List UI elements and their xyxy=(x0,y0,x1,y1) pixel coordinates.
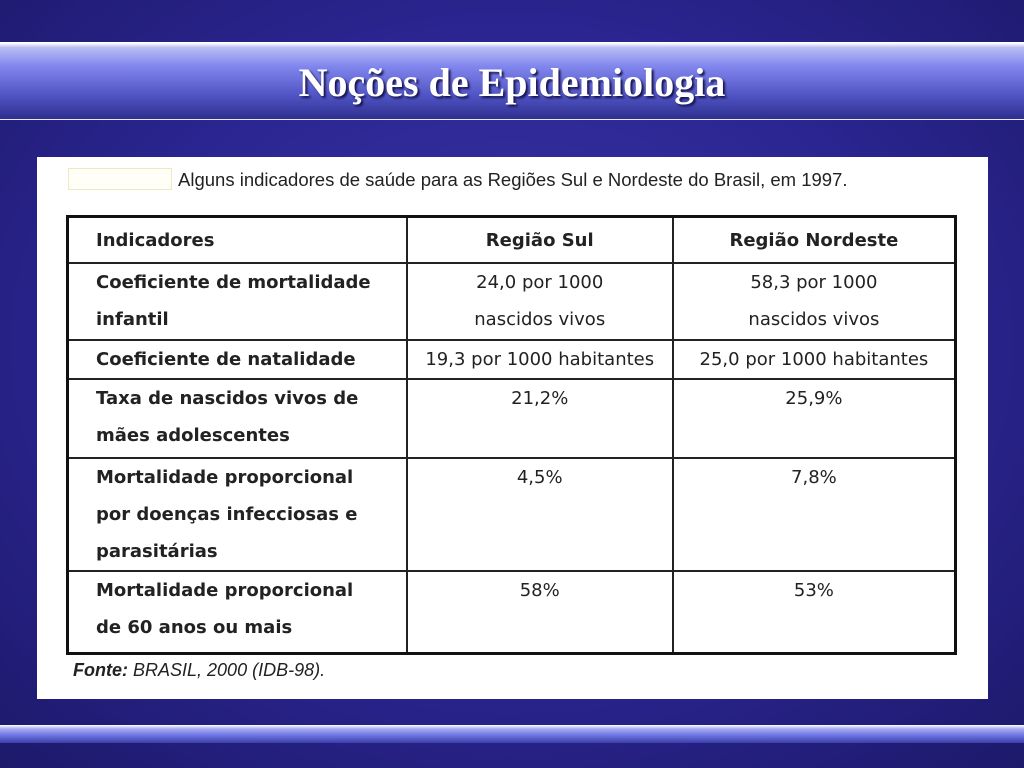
indicator-line: infantil xyxy=(96,309,169,330)
value-line: nascidos vivos xyxy=(474,309,606,330)
nordeste-value-cell xyxy=(673,379,956,458)
value-line: 58,3 por 1000 xyxy=(750,272,878,293)
indicator-line: Mortalidade proporcional xyxy=(96,580,354,601)
value-line: 7,8% xyxy=(791,467,837,488)
value-line: 25,0 por 1000 habitantes xyxy=(699,349,929,370)
caption-placeholder-box xyxy=(68,168,172,190)
nordeste-value-cell xyxy=(673,458,956,571)
source-text: BRASIL, 2000 (IDB-98). xyxy=(133,660,326,680)
indicator-line: Coeficiente de natalidade xyxy=(96,349,356,370)
slide-title: Noções de Epidemiologia xyxy=(298,60,726,105)
table-header-row xyxy=(68,217,956,264)
title-bar xyxy=(0,42,1024,120)
sul-value-cell xyxy=(407,571,673,654)
header-indicadores: Indicadores xyxy=(68,217,407,264)
indicator-line: Mortalidade proporcional xyxy=(96,467,354,488)
indicator-cell xyxy=(68,571,407,654)
content-panel xyxy=(37,157,988,699)
table-caption: Alguns indicadores de saúde para as Regiões Sul e Nordeste do Brasil, em 1997. xyxy=(178,169,848,190)
table-row xyxy=(68,263,956,340)
value-line: nascidos vivos xyxy=(748,309,880,330)
indicator-line: de 60 anos ou mais xyxy=(96,617,293,638)
table-row xyxy=(68,379,956,458)
bottom-decorative-bar xyxy=(0,725,1024,743)
table-row xyxy=(68,571,956,654)
table-row xyxy=(68,458,956,571)
indicator-cell xyxy=(68,379,407,458)
table-row xyxy=(68,340,956,379)
sul-value-cell xyxy=(407,458,673,571)
header-regiao-nordeste: Região Nordeste xyxy=(673,217,956,264)
indicator-line: parasitárias xyxy=(96,541,218,562)
value-line: 4,5% xyxy=(516,467,563,488)
indicator-line: por doenças infecciosas e xyxy=(96,504,358,525)
indicator-cell xyxy=(68,458,407,571)
sul-value-cell xyxy=(407,263,673,340)
nordeste-value-cell xyxy=(673,263,956,340)
indicator-cell xyxy=(68,263,407,340)
indicator-line: Coeficiente de mortalidade xyxy=(96,272,371,293)
nordeste-value-cell xyxy=(673,571,956,654)
sul-value-cell xyxy=(407,379,673,458)
value-line: 58% xyxy=(519,580,560,601)
indicator-line: Taxa de nascidos vivos de xyxy=(96,388,359,409)
source-label: Fonte: xyxy=(73,660,128,680)
sul-value-cell xyxy=(407,340,673,379)
value-line: 24,0 por 1000 xyxy=(476,272,604,293)
indicator-cell xyxy=(68,340,407,379)
nordeste-value-cell xyxy=(673,340,956,379)
table-source xyxy=(73,660,325,681)
value-line: 21,2% xyxy=(511,388,569,409)
value-line: 25,9% xyxy=(785,388,843,409)
header-regiao-sul: Região Sul xyxy=(407,217,673,264)
health-indicators-table xyxy=(66,215,957,655)
value-line: 53% xyxy=(793,580,834,601)
indicator-line: mães adolescentes xyxy=(96,425,290,446)
value-line: 19,3 por 1000 habitantes xyxy=(425,349,655,370)
